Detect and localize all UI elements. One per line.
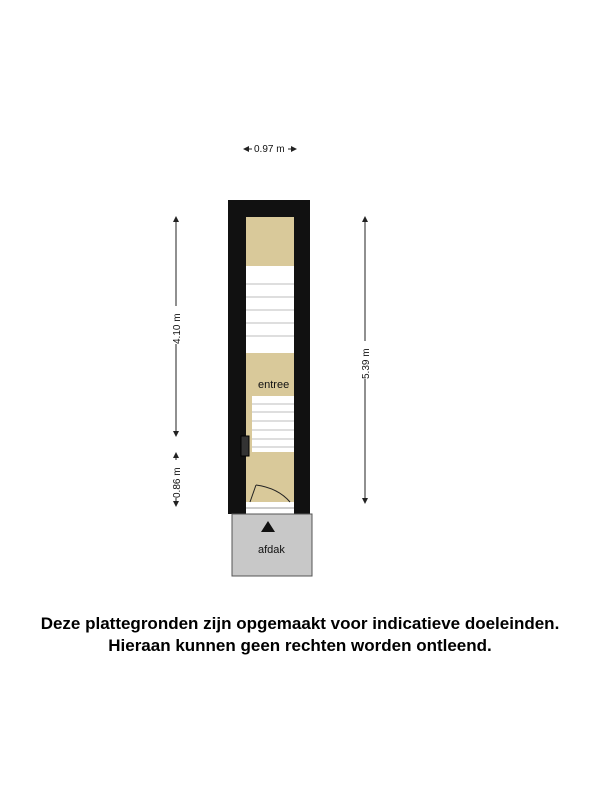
wall-cabinet bbox=[241, 436, 249, 456]
total-right-dimension-label: 5.39 m bbox=[361, 348, 372, 379]
arrow-right-icon bbox=[291, 146, 297, 152]
arrow-down-icon bbox=[173, 501, 179, 507]
room-label-afdak: afdak bbox=[258, 544, 285, 556]
room-label-entree: entree bbox=[258, 379, 290, 391]
width-dimension bbox=[243, 144, 297, 155]
upper-left-dimension bbox=[170, 216, 183, 437]
disclaimer-line-1: Deze plattegronden zijn opgemaakt voor indicatieve doeleinden. bbox=[40, 614, 560, 633]
disclaimer-line-2: Hieraan kunnen geen rechten worden ontleend. bbox=[108, 636, 492, 655]
arrow-up-icon bbox=[362, 216, 368, 222]
lower-left-dimension-label: 0.86 m bbox=[172, 467, 183, 498]
floor-top bbox=[246, 217, 294, 267]
arrow-up-icon bbox=[173, 452, 179, 458]
main-stairs bbox=[246, 266, 294, 353]
width-dimension-label: 0.97 m bbox=[254, 144, 285, 155]
arrow-up-icon bbox=[173, 216, 179, 222]
upper-left-dimension-label: 4.10 m bbox=[172, 313, 183, 344]
arrow-down-icon bbox=[173, 431, 179, 437]
arrow-down-icon bbox=[362, 498, 368, 504]
total-right-dimension bbox=[359, 216, 372, 504]
lower-left-dimension bbox=[170, 452, 183, 507]
entrance-stairs bbox=[252, 396, 294, 452]
